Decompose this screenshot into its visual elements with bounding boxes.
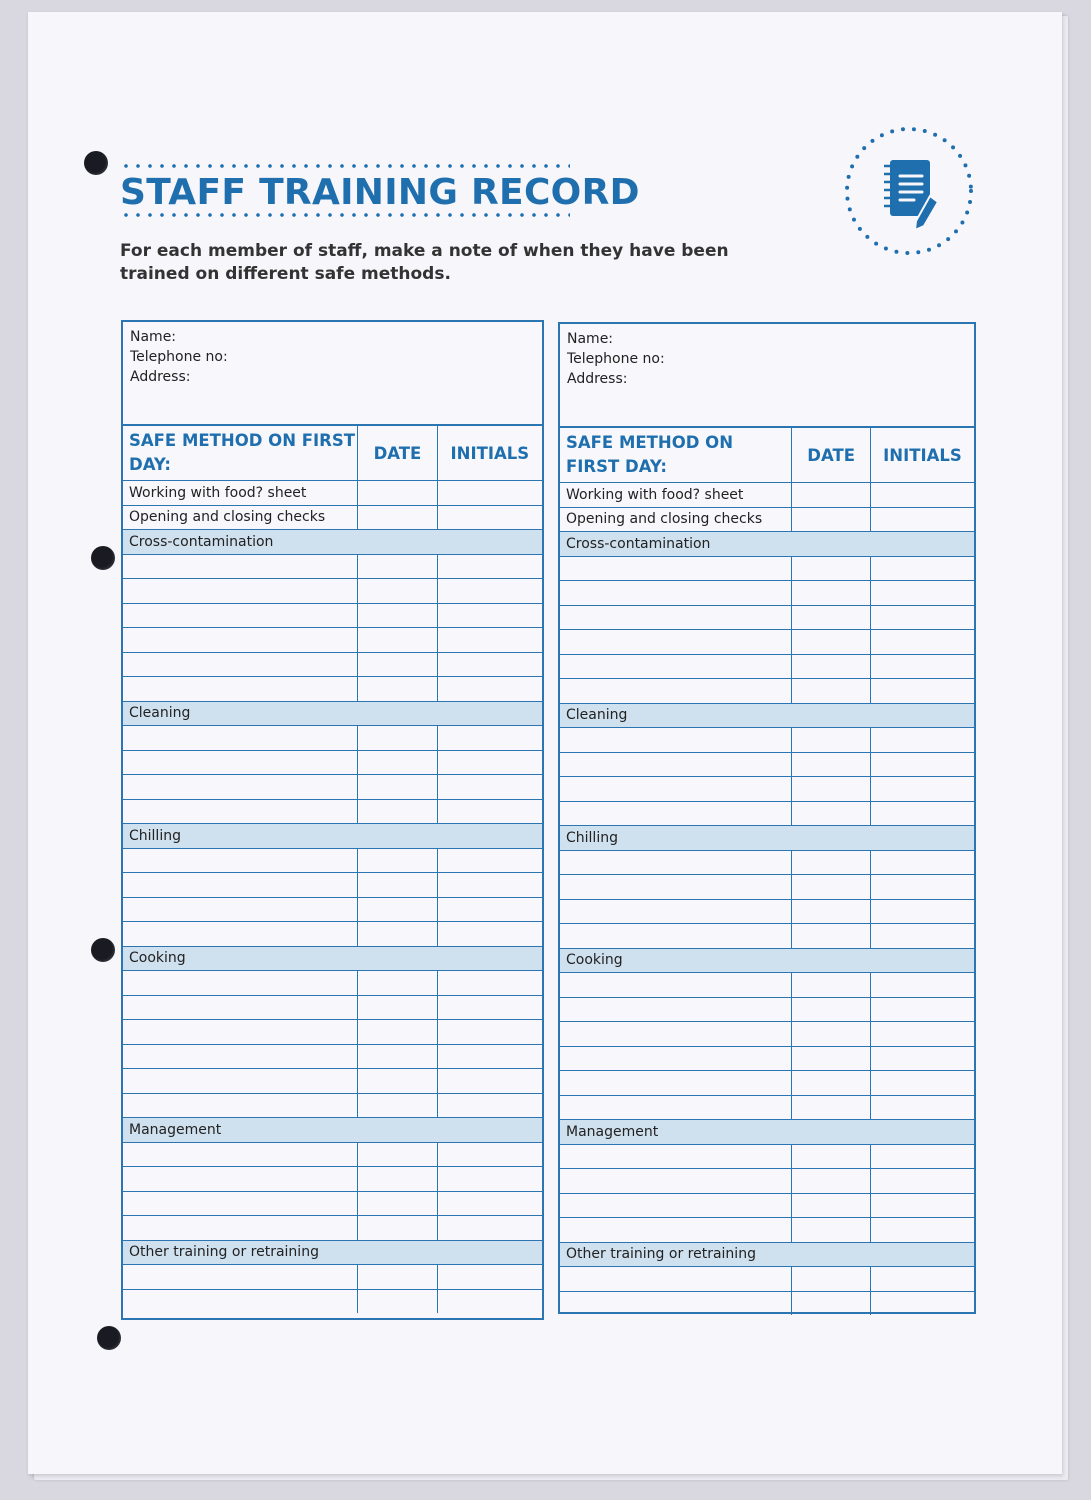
date-cell[interactable] [358, 628, 438, 653]
table-row [123, 579, 542, 604]
method-cell [560, 1169, 792, 1194]
page-subtitle: For each member of staff, make a note of when they have been trained on different safe methods. [120, 241, 729, 284]
initials-cell[interactable] [437, 554, 542, 579]
notepad-pen-icon [844, 126, 974, 256]
initials-cell[interactable] [437, 750, 542, 775]
table-row [123, 873, 542, 898]
date-cell[interactable] [792, 801, 871, 826]
initials-cell[interactable] [870, 850, 974, 875]
name-label: Name: [130, 329, 177, 345]
date-cell[interactable] [792, 507, 871, 532]
date-cell[interactable] [792, 875, 871, 900]
table-row [123, 1216, 542, 1241]
section-row [560, 703, 974, 728]
initials-cell[interactable] [870, 875, 974, 900]
initials-cell[interactable] [437, 1167, 542, 1192]
section-label: Management [123, 1118, 542, 1143]
date-cell[interactable] [792, 1071, 871, 1096]
initials-cell[interactable] [437, 1093, 542, 1118]
method-cell [560, 1291, 792, 1315]
date-cell[interactable] [358, 1093, 438, 1118]
initials-cell[interactable] [437, 726, 542, 751]
section-label: Cooking [123, 946, 542, 971]
method-cell: Opening and closing checks [560, 507, 792, 532]
method-cell [123, 1167, 358, 1192]
training-table [123, 426, 542, 1313]
date-cell[interactable] [792, 1193, 871, 1218]
date-cell[interactable] [792, 973, 871, 998]
initials-cell[interactable] [870, 924, 974, 949]
initials-cell[interactable] [437, 481, 542, 506]
method-cell [123, 1020, 358, 1045]
date-cell[interactable] [358, 971, 438, 996]
method-cell [560, 1095, 792, 1120]
section-label: Other training or retraining [560, 1242, 974, 1267]
table-row [123, 971, 542, 996]
table-row [560, 605, 974, 630]
initials-cell[interactable] [437, 775, 542, 800]
initials-cell[interactable] [870, 679, 974, 704]
date-cell[interactable] [358, 652, 438, 677]
table-row [560, 630, 974, 655]
method-cell [123, 971, 358, 996]
table-row [123, 481, 542, 506]
method-cell [123, 726, 358, 751]
method-cell [123, 995, 358, 1020]
method-cell: Opening and closing checks [123, 505, 358, 530]
address-label: Address: [130, 369, 191, 385]
initials-cell[interactable] [870, 801, 974, 826]
initials-cell[interactable] [870, 1144, 974, 1169]
date-cell[interactable] [792, 679, 871, 704]
initials-cell[interactable] [870, 899, 974, 924]
date-cell[interactable] [358, 1020, 438, 1045]
date-cell[interactable] [358, 1044, 438, 1069]
method-cell [560, 630, 792, 655]
date-header: DATE [792, 428, 871, 483]
table-row [560, 654, 974, 679]
table-row [123, 554, 542, 579]
date-cell[interactable] [358, 554, 438, 579]
section-row [560, 1242, 974, 1267]
section-label: Other training or retraining [123, 1240, 542, 1265]
training-table [560, 428, 974, 1315]
method-cell [560, 850, 792, 875]
table-row [123, 628, 542, 653]
table-row [123, 726, 542, 751]
date-cell[interactable] [792, 605, 871, 630]
method-cell: Working with food? sheet [560, 483, 792, 508]
method-cell [560, 752, 792, 777]
table-row [123, 1142, 542, 1167]
method-cell [560, 1218, 792, 1243]
initials-cell[interactable] [437, 922, 542, 947]
initials-cell[interactable] [437, 1265, 542, 1290]
initials-cell[interactable] [870, 997, 974, 1022]
method-cell [560, 924, 792, 949]
date-cell[interactable] [792, 850, 871, 875]
method-cell [123, 848, 358, 873]
section-row [560, 532, 974, 557]
initials-cell[interactable] [870, 556, 974, 581]
method-cell [123, 897, 358, 922]
date-cell[interactable] [358, 897, 438, 922]
initials-cell[interactable] [437, 603, 542, 628]
section-row [123, 530, 542, 555]
table-row [123, 1044, 542, 1069]
date-cell[interactable] [358, 1216, 438, 1241]
initials-cell[interactable] [870, 483, 974, 508]
method-cell [123, 750, 358, 775]
title-dots-bottom [120, 213, 570, 217]
table-row [123, 750, 542, 775]
initials-cell[interactable] [437, 1069, 542, 1094]
date-cell[interactable] [358, 481, 438, 506]
method-cell [560, 1046, 792, 1071]
date-cell[interactable] [792, 997, 871, 1022]
initials-cell[interactable] [870, 1071, 974, 1096]
punch-hole [97, 1326, 121, 1350]
date-cell[interactable] [358, 995, 438, 1020]
section-label: Cooking [560, 948, 974, 973]
table-row [560, 1169, 974, 1194]
table-row [123, 1289, 542, 1313]
table-row [123, 775, 542, 800]
initials-cell[interactable] [437, 1289, 542, 1313]
staff-record-card-2 [558, 322, 976, 1314]
punch-hole [91, 938, 115, 962]
method-cell [560, 777, 792, 802]
table-row [123, 505, 542, 530]
initials-cell[interactable] [437, 971, 542, 996]
date-cell[interactable] [358, 1069, 438, 1094]
method-cell [123, 579, 358, 604]
initials-cell[interactable] [870, 1046, 974, 1071]
table-row [123, 1265, 542, 1290]
section-row [123, 1118, 542, 1143]
method-cell [123, 1216, 358, 1241]
initials-cell[interactable] [437, 848, 542, 873]
date-cell[interactable] [792, 1046, 871, 1071]
table-row [560, 777, 974, 802]
table-row [123, 652, 542, 677]
method-cell [560, 728, 792, 753]
section-label: Cleaning [560, 703, 974, 728]
initials-cell[interactable] [870, 1095, 974, 1120]
initials-cell[interactable] [437, 628, 542, 653]
table-row [560, 973, 974, 998]
name-label: Name: [567, 331, 614, 347]
date-cell[interactable] [358, 1167, 438, 1192]
initials-cell[interactable] [870, 752, 974, 777]
date-cell[interactable] [358, 750, 438, 775]
method-cell [560, 1144, 792, 1169]
initials-cell[interactable] [870, 1267, 974, 1292]
date-cell[interactable] [792, 581, 871, 606]
method-cell [123, 554, 358, 579]
section-row [123, 1240, 542, 1265]
date-cell[interactable] [358, 775, 438, 800]
table-row [560, 507, 974, 532]
method-cell [560, 556, 792, 581]
method-cell [123, 873, 358, 898]
initials-cell[interactable] [437, 1020, 542, 1045]
punch-hole [84, 151, 108, 175]
initials-cell[interactable] [437, 1216, 542, 1241]
section-label: Cross-contamination [560, 532, 974, 557]
date-cell[interactable] [792, 483, 871, 508]
punch-hole [91, 546, 115, 570]
method-cell [560, 654, 792, 679]
initials-cell[interactable] [870, 581, 974, 606]
table-row [560, 556, 974, 581]
date-cell[interactable] [792, 1169, 871, 1194]
method-cell [560, 1267, 792, 1292]
method-cell [123, 922, 358, 947]
method-cell [123, 628, 358, 653]
table-row [560, 1095, 974, 1120]
date-cell[interactable] [358, 505, 438, 530]
method-cell [123, 1289, 358, 1313]
table-row [123, 1020, 542, 1045]
method-cell [123, 799, 358, 824]
date-cell[interactable] [792, 899, 871, 924]
initials-cell[interactable] [870, 1218, 974, 1243]
table-row [560, 1071, 974, 1096]
date-header: DATE [358, 426, 438, 481]
section-row [123, 824, 542, 849]
initials-cell[interactable] [870, 728, 974, 753]
method-cell [123, 1191, 358, 1216]
table-row [123, 1191, 542, 1216]
table-row [560, 899, 974, 924]
method-cell [560, 899, 792, 924]
table-row [560, 1193, 974, 1218]
date-cell[interactable] [358, 1289, 438, 1313]
date-cell[interactable] [358, 579, 438, 604]
initials-cell[interactable] [870, 1169, 974, 1194]
date-cell[interactable] [792, 654, 871, 679]
date-cell[interactable] [358, 922, 438, 947]
table-row [560, 1144, 974, 1169]
initials-cell[interactable] [870, 507, 974, 532]
method-header: SAFE METHOD ON FIRST DAY: [123, 426, 358, 481]
table-row [560, 875, 974, 900]
date-cell[interactable] [358, 848, 438, 873]
method-cell [560, 801, 792, 826]
table-row [123, 603, 542, 628]
table-row [123, 677, 542, 702]
method-cell [123, 603, 358, 628]
method-cell [123, 652, 358, 677]
method-header: SAFE METHOD ON FIRST DAY: [560, 428, 792, 483]
table-row [123, 1167, 542, 1192]
initials-cell[interactable] [870, 1022, 974, 1047]
initials-cell[interactable] [437, 1044, 542, 1069]
initials-cell[interactable] [437, 652, 542, 677]
date-cell[interactable] [358, 1142, 438, 1167]
table-row [560, 728, 974, 753]
method-cell [123, 1093, 358, 1118]
initials-cell[interactable] [437, 799, 542, 824]
method-cell [123, 1265, 358, 1290]
date-cell[interactable] [358, 799, 438, 824]
initials-cell[interactable] [870, 973, 974, 998]
table-row [560, 1022, 974, 1047]
initials-cell[interactable] [437, 897, 542, 922]
method-cell: Working with food? sheet [123, 481, 358, 506]
initials-cell[interactable] [437, 505, 542, 530]
table-row [560, 924, 974, 949]
table-row [123, 922, 542, 947]
table-row [560, 1218, 974, 1243]
initials-cell[interactable] [437, 677, 542, 702]
section-row [123, 701, 542, 726]
method-cell [560, 997, 792, 1022]
table-row [560, 850, 974, 875]
date-cell[interactable] [792, 630, 871, 655]
table-row [560, 752, 974, 777]
initials-cell[interactable] [870, 654, 974, 679]
initials-cell[interactable] [870, 1291, 974, 1315]
telephone-label: Telephone no: [567, 351, 665, 367]
method-cell [560, 605, 792, 630]
initials-cell[interactable] [870, 605, 974, 630]
initials-header: INITIALS [437, 426, 542, 481]
staff-details [123, 322, 542, 426]
section-label: Chilling [560, 826, 974, 851]
initials-cell[interactable] [870, 777, 974, 802]
table-row [560, 1046, 974, 1071]
initials-cell[interactable] [437, 1142, 542, 1167]
method-cell [560, 1071, 792, 1096]
date-cell[interactable] [792, 1095, 871, 1120]
date-cell[interactable] [792, 556, 871, 581]
table-row [123, 848, 542, 873]
method-cell [560, 679, 792, 704]
method-cell [123, 775, 358, 800]
method-cell [560, 581, 792, 606]
date-cell[interactable] [792, 777, 871, 802]
table-row [123, 799, 542, 824]
date-cell[interactable] [358, 1265, 438, 1290]
date-cell[interactable] [358, 603, 438, 628]
method-cell [123, 1044, 358, 1069]
date-cell[interactable] [358, 677, 438, 702]
method-cell [123, 1069, 358, 1094]
table-row [123, 897, 542, 922]
table-row [123, 1093, 542, 1118]
table-row [123, 995, 542, 1020]
section-row [123, 946, 542, 971]
method-cell [560, 1193, 792, 1218]
table-row [560, 801, 974, 826]
method-cell [560, 875, 792, 900]
date-cell[interactable] [792, 1218, 871, 1243]
staff-record-card-1 [121, 320, 544, 1320]
initials-cell[interactable] [437, 1191, 542, 1216]
initials-cell[interactable] [870, 1193, 974, 1218]
page-title: STAFF TRAINING RECORD [120, 172, 640, 213]
section-label: Cross-contamination [123, 530, 542, 555]
initials-header: INITIALS [870, 428, 974, 483]
title-dots-top [120, 164, 570, 168]
method-cell [123, 677, 358, 702]
date-cell[interactable] [358, 1191, 438, 1216]
section-label: Management [560, 1120, 974, 1145]
table-row [123, 1069, 542, 1094]
method-cell [560, 973, 792, 998]
section-row [560, 948, 974, 973]
table-row [560, 483, 974, 508]
section-label: Cleaning [123, 701, 542, 726]
date-cell[interactable] [792, 1022, 871, 1047]
telephone-label: Telephone no: [130, 349, 228, 365]
method-cell [123, 1142, 358, 1167]
date-cell[interactable] [792, 1144, 871, 1169]
date-cell[interactable] [358, 873, 438, 898]
section-row [560, 826, 974, 851]
date-cell[interactable] [792, 1267, 871, 1292]
table-row [560, 1267, 974, 1292]
section-label: Chilling [123, 824, 542, 849]
initials-cell[interactable] [870, 630, 974, 655]
initials-cell[interactable] [437, 579, 542, 604]
initials-cell[interactable] [437, 995, 542, 1020]
table-row [560, 1291, 974, 1315]
date-cell[interactable] [792, 924, 871, 949]
method-cell [560, 1022, 792, 1047]
table-row [560, 581, 974, 606]
table-row [560, 679, 974, 704]
table-row [560, 997, 974, 1022]
staff-details [560, 324, 974, 428]
date-cell[interactable] [792, 728, 871, 753]
date-cell[interactable] [358, 726, 438, 751]
date-cell[interactable] [792, 1291, 871, 1315]
date-cell[interactable] [792, 752, 871, 777]
initials-cell[interactable] [437, 873, 542, 898]
section-row [560, 1120, 974, 1145]
address-label: Address: [567, 371, 628, 387]
